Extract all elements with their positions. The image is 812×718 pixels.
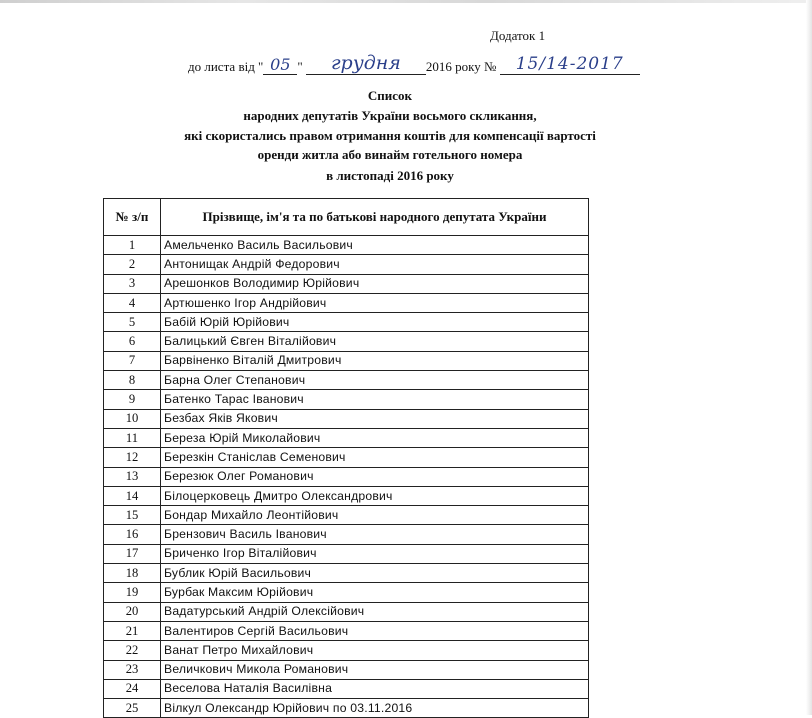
letter-day-handwritten: 05 <box>263 55 297 75</box>
deputy-name: Ванат Петро Михайлович <box>161 641 589 660</box>
deputy-name: Валентиров Сергій Васильович <box>161 621 589 640</box>
row-number: 25 <box>104 699 161 718</box>
table-row <box>104 486 589 505</box>
table-row <box>104 506 589 525</box>
deputy-name: Антонищак Андрій Федорович <box>161 255 589 274</box>
row-number: 15 <box>104 506 161 525</box>
letter-reference-line <box>188 52 640 72</box>
table-row <box>104 679 589 698</box>
table-row <box>104 390 589 409</box>
deputy-name: Безбах Яків Якович <box>161 409 589 428</box>
table-row <box>104 351 589 370</box>
table-row <box>104 255 589 274</box>
row-number: 8 <box>104 371 161 390</box>
table-row <box>104 544 589 563</box>
letter-quote-close: " <box>297 59 303 74</box>
deputy-name: Артюшенко Ігор Андрійович <box>161 293 589 312</box>
table-row <box>104 313 589 332</box>
deputy-name: Бурбак Максим Юрійович <box>161 583 589 602</box>
table-row <box>104 621 589 640</box>
row-number: 16 <box>104 525 161 544</box>
row-number: 20 <box>104 602 161 621</box>
deputy-name: Бабій Юрій Юрійович <box>161 313 589 332</box>
table-row <box>104 602 589 621</box>
row-number: 18 <box>104 564 161 583</box>
table-row <box>104 467 589 486</box>
row-number: 21 <box>104 621 161 640</box>
table-row <box>104 699 589 718</box>
letter-month-handwritten: грудня <box>306 52 426 75</box>
deputy-name: Бриченко Ігор Віталійович <box>161 544 589 563</box>
row-number: 22 <box>104 641 161 660</box>
deputy-name: Балицький Євген Віталійович <box>161 332 589 351</box>
table-body <box>104 236 589 718</box>
table-row <box>104 236 589 255</box>
column-header-name: Прізвище, ім'я та по батькові народного депутата України <box>161 199 589 236</box>
deputy-name: Брензович Василь Іванович <box>161 525 589 544</box>
title-line-1: Список <box>367 88 413 103</box>
row-number: 1 <box>104 236 161 255</box>
deputy-name: Барна Олег Степанович <box>161 371 589 390</box>
deputy-name: Арешонков Володимир Юрійович <box>161 274 589 293</box>
deputy-name: Величкович Микола Романович <box>161 660 589 679</box>
row-number: 3 <box>104 274 161 293</box>
title-line-4: оренди житла або винайм готельного номера <box>257 147 523 162</box>
row-number: 6 <box>104 332 161 351</box>
letter-prefix: до листа від " <box>188 59 264 74</box>
row-number: 9 <box>104 390 161 409</box>
deputy-name: Батенко Тарас Іванович <box>161 390 589 409</box>
row-number: 12 <box>104 448 161 467</box>
table-row <box>104 293 589 312</box>
table-row <box>104 564 589 583</box>
row-number: 5 <box>104 313 161 332</box>
title-line-3: які скористались правом отримання коштів для компенсації вартості <box>184 128 596 143</box>
table-row <box>104 371 589 390</box>
table-row <box>104 525 589 544</box>
deputies-table <box>103 198 589 718</box>
title-line-5: в листопаді 2016 року <box>326 168 454 183</box>
deputy-name: Береза Юрій Миколайович <box>161 428 589 447</box>
scan-edge-right <box>806 0 812 715</box>
row-number: 7 <box>104 351 161 370</box>
column-header-number: № з/п <box>104 199 161 236</box>
row-number: 23 <box>104 660 161 679</box>
table-row <box>104 660 589 679</box>
deputy-name: Веселова Наталія Василівна <box>161 679 589 698</box>
row-number: 24 <box>104 679 161 698</box>
row-number: 4 <box>104 293 161 312</box>
table-row <box>104 274 589 293</box>
title-line-2: народних депутатів України восьмого скликання, <box>243 108 537 123</box>
deputy-name: Вадатурський Андрій Олексійович <box>161 602 589 621</box>
row-number: 13 <box>104 467 161 486</box>
table-header-row <box>104 199 589 236</box>
deputy-name: Березкін Станіслав Семенович <box>161 448 589 467</box>
addendum-label: Додаток 1 <box>490 28 546 43</box>
row-number: 2 <box>104 255 161 274</box>
letter-number-handwritten: 15/14-2017 <box>500 54 640 75</box>
deputy-name: Білоцерковець Дмитро Олександрович <box>161 486 589 505</box>
table-row <box>104 409 589 428</box>
row-number: 14 <box>104 486 161 505</box>
deputy-name: Вілкул Олександр Юрійович по 03.11.2016 <box>161 699 589 718</box>
table-row <box>104 448 589 467</box>
row-number: 17 <box>104 544 161 563</box>
table-row <box>104 332 589 351</box>
table-row <box>104 641 589 660</box>
deputy-name: Бублик Юрій Васильович <box>161 564 589 583</box>
letter-year-text: 2016 року № <box>425 59 497 74</box>
deputy-name: Барвіненко Віталій Дмитрович <box>161 351 589 370</box>
row-number: 19 <box>104 583 161 602</box>
deputy-name: Бондар Михайло Леонтійович <box>161 506 589 525</box>
scan-edge-top <box>0 0 812 3</box>
table-row <box>104 583 589 602</box>
row-number: 11 <box>104 428 161 447</box>
deputy-name: Березюк Олег Романович <box>161 467 589 486</box>
deputy-name: Амельченко Василь Васильович <box>161 236 589 255</box>
table-row <box>104 428 589 447</box>
row-number: 10 <box>104 409 161 428</box>
